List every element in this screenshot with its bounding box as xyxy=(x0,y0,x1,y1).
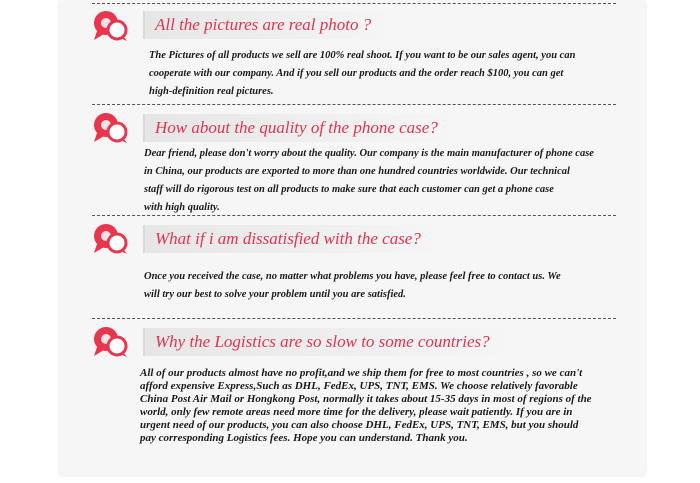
chat-bubbles-icon xyxy=(92,222,130,256)
faq-answer-line: All of our products almost have no profit,and we ship them for free to most countries , so we can't xyxy=(140,367,583,379)
faq-answer xyxy=(144,145,594,217)
section-divider xyxy=(92,318,616,319)
faq-answer-line: urgent need of our products, you can also choose DHL, FedEx, UPS, TNT, EMS, but you should xyxy=(140,419,579,431)
faq-answer-line: high-definition real pictures. xyxy=(149,86,274,97)
faq-title: What if i am dissatisfied with the case? xyxy=(143,225,445,253)
chat-bubbles-icon xyxy=(92,325,130,359)
faq-answer-line: will try our best to solve your problem until you are satisfied. xyxy=(144,289,406,300)
faq-answer-line: afford expensive Express,Such as DHL, FedEx, UPS, TNT, EMS. We choose relatively favorable xyxy=(140,380,578,392)
chat-bubbles-icon xyxy=(92,111,130,145)
faq-answer-line: in China, our products are exported to more than one hundred countries worldwide. Our technical xyxy=(144,166,570,177)
faq-answer-line: cooperate with our company. And if you sell our products and the order reach $100, you can get xyxy=(149,68,564,79)
faq-answer-line: with high quality. xyxy=(144,202,220,213)
section-divider xyxy=(92,215,616,216)
faq-title: How about the quality of the phone case? xyxy=(143,114,462,142)
faq-title: All the pictures are real photo ? xyxy=(143,11,395,39)
section-divider xyxy=(92,104,616,105)
faq-answer-line: world, only few remote areas need more time for the delivery, please wait patiently. If you are in xyxy=(140,406,573,418)
faq-answer xyxy=(149,47,575,101)
faq-answer-line: pay corresponding Logistics fees. Hope you can understand. Thank you. xyxy=(140,432,468,444)
chat-bubbles-icon xyxy=(92,9,130,43)
faq-answer-line: The Pictures of all products we sell are 100% real shoot. If you want to be our sales agent, you can xyxy=(149,50,576,61)
section-divider xyxy=(92,3,616,4)
faq-answer-line: Once you received the case, no matter what problems you have, please feel free to contact us. We xyxy=(144,271,561,282)
faq-answer-line: staff will do rigorous test on all products to make sure that each customer can get a phone case xyxy=(144,184,554,195)
faq-answer-line: Dear friend, please don't worry about the quality. Our company is the main manufacturer of phone case xyxy=(144,148,594,159)
faq-title: Why the Logistics are so slow to some countries? xyxy=(143,328,514,356)
faq-answer xyxy=(140,367,592,445)
faq-answer xyxy=(144,268,561,304)
faq-answer-line: China Post Air Mail or Hongkong Post, normally it takes about 15-35 days in most of regions of the xyxy=(140,393,592,405)
